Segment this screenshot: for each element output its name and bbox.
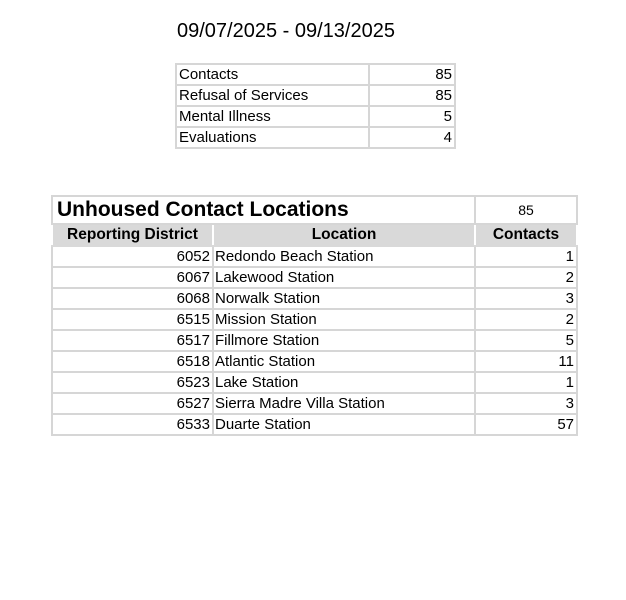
locations-title-row xyxy=(52,196,577,224)
header-location: Location xyxy=(213,224,475,246)
contacts-cell: 1 xyxy=(475,372,577,393)
district-cell: 6067 xyxy=(52,267,213,288)
district-cell: 6515 xyxy=(52,309,213,330)
location-cell: Lake Station xyxy=(213,372,475,393)
district-cell: 6517 xyxy=(52,330,213,351)
locations-header-row xyxy=(52,224,577,246)
summary-value: 5 xyxy=(369,106,455,127)
summary-row-mental-illness xyxy=(176,106,455,127)
locations-table xyxy=(51,195,578,436)
summary-value: 85 xyxy=(369,85,455,106)
district-cell: 6533 xyxy=(52,414,213,435)
summary-value: 85 xyxy=(369,64,455,85)
contacts-cell: 5 xyxy=(475,330,577,351)
contacts-cell: 11 xyxy=(475,351,577,372)
location-cell: Lakewood Station xyxy=(213,267,475,288)
locations-title: Unhoused Contact Locations xyxy=(52,196,475,224)
summary-row-contacts xyxy=(176,64,455,85)
summary-value: 4 xyxy=(369,127,455,148)
location-cell: Fillmore Station xyxy=(213,330,475,351)
location-cell: Atlantic Station xyxy=(213,351,475,372)
table-row xyxy=(52,393,577,414)
contacts-cell: 57 xyxy=(475,414,577,435)
summary-label: Refusal of Services xyxy=(176,85,369,106)
contacts-cell: 3 xyxy=(475,393,577,414)
contacts-cell: 1 xyxy=(475,246,577,267)
location-cell: Norwalk Station xyxy=(213,288,475,309)
table-row xyxy=(52,414,577,435)
table-row xyxy=(52,351,577,372)
table-row xyxy=(52,288,577,309)
summary-label: Contacts xyxy=(176,64,369,85)
district-cell: 6068 xyxy=(52,288,213,309)
header-contacts: Contacts xyxy=(475,224,577,246)
table-row xyxy=(52,372,577,393)
district-cell: 6523 xyxy=(52,372,213,393)
header-reporting-district: Reporting District xyxy=(52,224,213,246)
summary-label: Evaluations xyxy=(176,127,369,148)
district-cell: 6518 xyxy=(52,351,213,372)
contacts-cell: 2 xyxy=(475,267,577,288)
date-range-heading: 09/07/2025 - 09/13/2025 xyxy=(177,20,395,42)
summary-label: Mental Illness xyxy=(176,106,369,127)
summary-row-refusal xyxy=(176,85,455,106)
table-row xyxy=(52,246,577,267)
table-row xyxy=(52,267,577,288)
summary-table xyxy=(175,63,456,149)
location-cell: Duarte Station xyxy=(213,414,475,435)
location-cell: Redondo Beach Station xyxy=(213,246,475,267)
contacts-cell: 2 xyxy=(475,309,577,330)
table-row xyxy=(52,309,577,330)
district-cell: 6527 xyxy=(52,393,213,414)
location-cell: Sierra Madre Villa Station xyxy=(213,393,475,414)
contacts-cell: 3 xyxy=(475,288,577,309)
table-row xyxy=(52,330,577,351)
district-cell: 6052 xyxy=(52,246,213,267)
summary-row-evaluations xyxy=(176,127,455,148)
location-cell: Mission Station xyxy=(213,309,475,330)
locations-total: 85 xyxy=(475,196,577,224)
